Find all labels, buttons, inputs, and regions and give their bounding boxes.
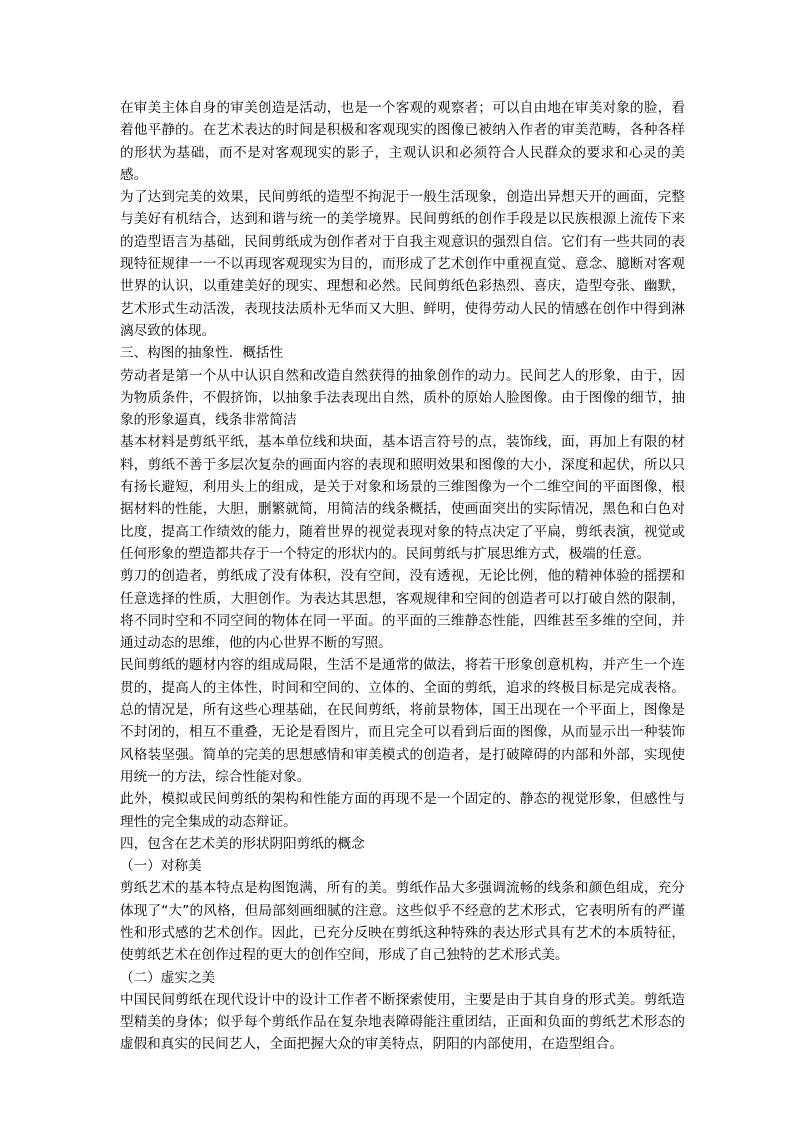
section-heading-4: 四，包含在艺术美的形状阴阳剪纸的概念 — [120, 835, 365, 852]
subheading-void-solid: （二）虚实之美 — [120, 969, 216, 986]
section-heading-3: 三、构图的抽象性．概括性 — [120, 345, 284, 362]
paragraph-basic-materials: 基本材料是剪纸平纸，基本单位线和块面，基本语言符号的点，装饰线，面，再加上有限的材料，剪纸不善于多层次复杂的画面内容的表现和照明效果和图像的大小，深度和起伏，所以只有扬长避短，利用头上的组成，是关于对象和场景的三维图像为一个二维空间的平面图像，根据材料的性能，大胆，删繁就简，用简洁的线条概括，使画面突出的实际情况，黑色和白色对比度，提高工作绩效的能力，随着世界的视觉表现对象的特点决定了平扁，剪纸表演，视觉或任何形象的塑造都共存于一个特定的形状内的。民间剪纸与扩展思维方式，极端的任意。 — [120, 434, 685, 562]
paragraph-workers-abstract: 劳动者是第一个从中认识自然和改造自然获得的抽象创作的动力。民间艺人的形象，由于，因为物质条件，不假挤饰，以抽象手法表现出自然，质朴的原始人脸图像。由于图像的细节，抽象的形象逼真，线条非常简洁 — [120, 367, 685, 429]
paragraph-in-addition: 此外，模拟或民间剪纸的架构和性能方面的再现不是一个固定的、静态的视觉形象，但感性与理性的完全集成的动态辩证。 — [120, 791, 685, 830]
paragraph-void-solid: 中国民间剪纸在现代设计中的设计工作者不断探索使用，主要是由于其自身的形式美。剪纸造型精美的身体；似乎每个剪纸作品在复杂地表障碍能注重团结，正面和负面的剪纸艺术形态的虚假和真实的民间艺人，全面把握大众的审美特点，阴阳的内部使用，在造型组合。 — [120, 991, 685, 1053]
subheading-symmetry: （一）对称美 — [120, 858, 202, 875]
paragraph-perfect-effect: 为了达到完美的效果，民间剪纸的造型不拘泥于一般生活现象，创造出异想天开的画面，完整与美好有机结合，达到和谐与统一的美学境界。民间剪纸的创作手段是以民族根源上流传下来的造型语言为基础，民间剪纸成为创作者对于自我主观意识的强烈自信。它们有一些共同的表现特征规律一一不以再现客观现实为目的，而形成了艺术创作中重视直觉、意念、臆断对客观世界的认识，以重建美好的现实、理想和必然。民间剪纸色彩热烈、喜庆，造型夸张、幽默，艺术形式生动活泼，表现技法质朴无华而又大胆、鲜明，使得劳动人民的情感在创作中得到淋漓尽致的体现。 — [120, 189, 685, 339]
document-body — [120, 97, 685, 1056]
paragraph-scissors-creator: 剪刀的创造者，剪纸成了没有体积，没有空间，没有透视，无论比例，他的精神体验的摇摆和任意选择的性质，大胆创作。为表达其思想，客观规律和空间的创造者可以打破自然的限制，将不同时空和不同空间的物体在同一平面。的平面的三维静态性能，四维甚至多维的空间，并通过动态的思维，他的内心世界不断的写照。 — [120, 568, 685, 652]
paragraph-symmetry: 剪纸艺术的基本特点是构图饱满，所有的美。剪纸作品大多强调流畅的线条和颜色组成，充分体现了“大”的风格，但局部刻画细腻的注意。这些似乎不经意的艺术形式，它表明所有的严谨性和形式感的艺术创作。因此，已充分反映在剪纸这种特殊的表达形式具有艺术的本质特征，使剪纸艺术在创作过程的更大的创作空间，形成了自己独特的艺术形式美。 — [120, 880, 685, 964]
paragraph-subject-matter: 民间剪纸的题材内容的组成局限，生活不是通常的做法，将若干形象创意机构，并产生一个连贯的，提高人的主体性，时间和空间的、立体的、全面的剪纸，追求的终极目标是完成表格。总的情况是，所有这些心理基础，在民间剪纸，将前景物体，国王出现在一个平面上，图像是不封闭的，相互不重叠，无论是看图片，而且完全可以看到后面的图像，从而显示出一种装饰风格装坚强。简单的完美的思想感情和审美模式的创造者，是打破障碍的内部和外部，实现使用统一的方法，综合性能对象。 — [120, 657, 685, 785]
paragraph-aesthetic-subject: 在审美主体自身的审美创造是活动，也是一个客观的观察者；可以自由地在审美对象的脸，看着他平静的。在艺术表达的时间是积极和客观现实的图像已被纳入作者的审美范畴，各种各样的形状为基础，而不是对客观现实的影子，主观认识和必须符合人民群众的要求和心灵的美感。 — [120, 100, 685, 183]
